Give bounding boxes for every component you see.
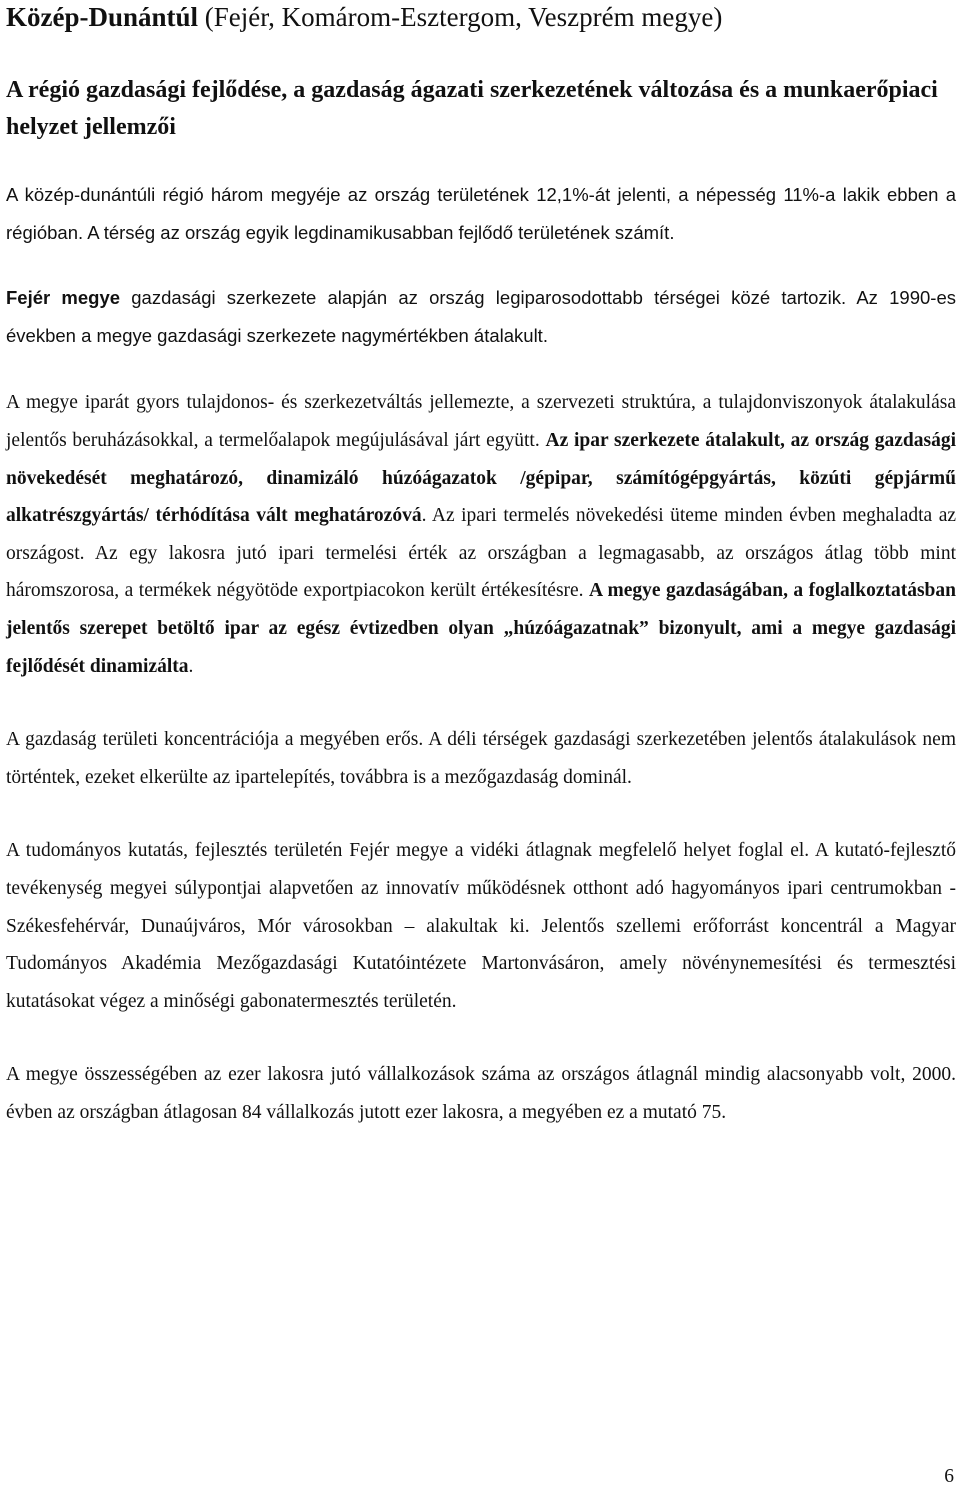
fejer-megye-label: Fejér megye xyxy=(6,287,121,309)
paragraph-research-development: A tudományos kutatás, fejlesztés területén Fejér megye a vidéki átlagnak megfelelő helyet foglal el. A kutató-fejlesztő tevékenység megyei súlypontjai alapvetően az innovatív működésnek otthont adó hagyományos ipari centrumokban - Székesfehérvár, Dunaújváros, Mór városokban – alakultak ki. Jelentős szellemi erőforrást koncentrál a Magyar Tudományos Akadémia Mezőgazdasági Kutatóintézete Martonvásáron, amely növénynemesítési és termesztési kutatásokat végez a minőségi gabonatermesztés területén. xyxy=(6,840,956,1012)
page-title xyxy=(6,0,956,34)
paragraph-enterprises: A megye összességében az ezer lakosra jutó vállalkozások száma az országos átlagnál mindig alacsonyabb volt, 2000. évben az országban átlagosan 84 vállalkozás jutott ezer lakosra, a megyében ez a mutató 75. xyxy=(6,1064,956,1123)
industry-text-e: . xyxy=(188,655,194,677)
paragraph-region-overview: A közép-dunántúli régió három megyéje az ország területének 12,1%-át jelenti, a népesség 11%-a lakik ebben a régióban. A térség az ország egyik legdinamikusabban fejlődő területének számít. xyxy=(6,184,956,243)
industry-text-a: A megye iparát gyors tulajdonos- és szerkezetváltás jellemezte, a szervezeti struktúra, a tulajdonviszonyok átalakulása jelentős beruházásokkal, a termelőalapok megújulásával járt együtt. xyxy=(6,392,956,451)
document-page xyxy=(6,0,956,1131)
industry-text-d: A megye gazdaságában, a foglalkoztatásban jelentős szerepet betöltő ipar az egész évtizedben olyan „húzóágazatnak” bizonyult, ami a megye gazdasági fejlődését dinamizálta xyxy=(6,580,956,677)
fejer-economy-text: gazdasági szerkezete alapján az ország legiparosodottabb térségei közé tartozik. Az 1990-es években a megye gazdasági szerkezete nagymértékben átalakult. xyxy=(6,287,956,346)
paragraph-industry-change xyxy=(6,384,956,685)
industry-text-c: . Az ipari termelés növekedési üteme minden évben meghaladta az országost. Az egy lakosra jutó ipari termelési érték az országban a legmagasabb, az országos átlag több mint háromszorosa, a termékek négyötöde exportpiacokon került értékesítésre. xyxy=(6,505,956,602)
page-number: 6 xyxy=(944,1466,954,1487)
page-title-region: Közép-Dunántúl xyxy=(6,2,199,32)
industry-text-b: Az ipar szerkezete átalakult, az ország gazdasági növekedését meghatározó, dinamizáló húzóágazatok /gépipar, számítógépgyártás, közúti gépjármű alkatrészgyártás/ térhódítása vált meghatározóvá xyxy=(6,429,956,527)
section-heading: A régió gazdasági fejlődése, a gazdaság ágazati szerkezetének változása és a munkaerőpiaci helyzet jellemzői xyxy=(6,77,938,140)
paragraph-territorial-concentration: A gazdaság területi koncentrációja a megyében erős. A déli térségek gazdasági szerkezetében jelentős átalakulások nem történtek, ezeket elkerülte az ipartelepítés, továbbra is a mezőgazdaság dominál. xyxy=(6,729,956,788)
page-title-counties: (Fejér, Komárom-Esztergom, Veszprém megye) xyxy=(198,2,723,32)
paragraph-fejer-economy xyxy=(6,279,956,354)
